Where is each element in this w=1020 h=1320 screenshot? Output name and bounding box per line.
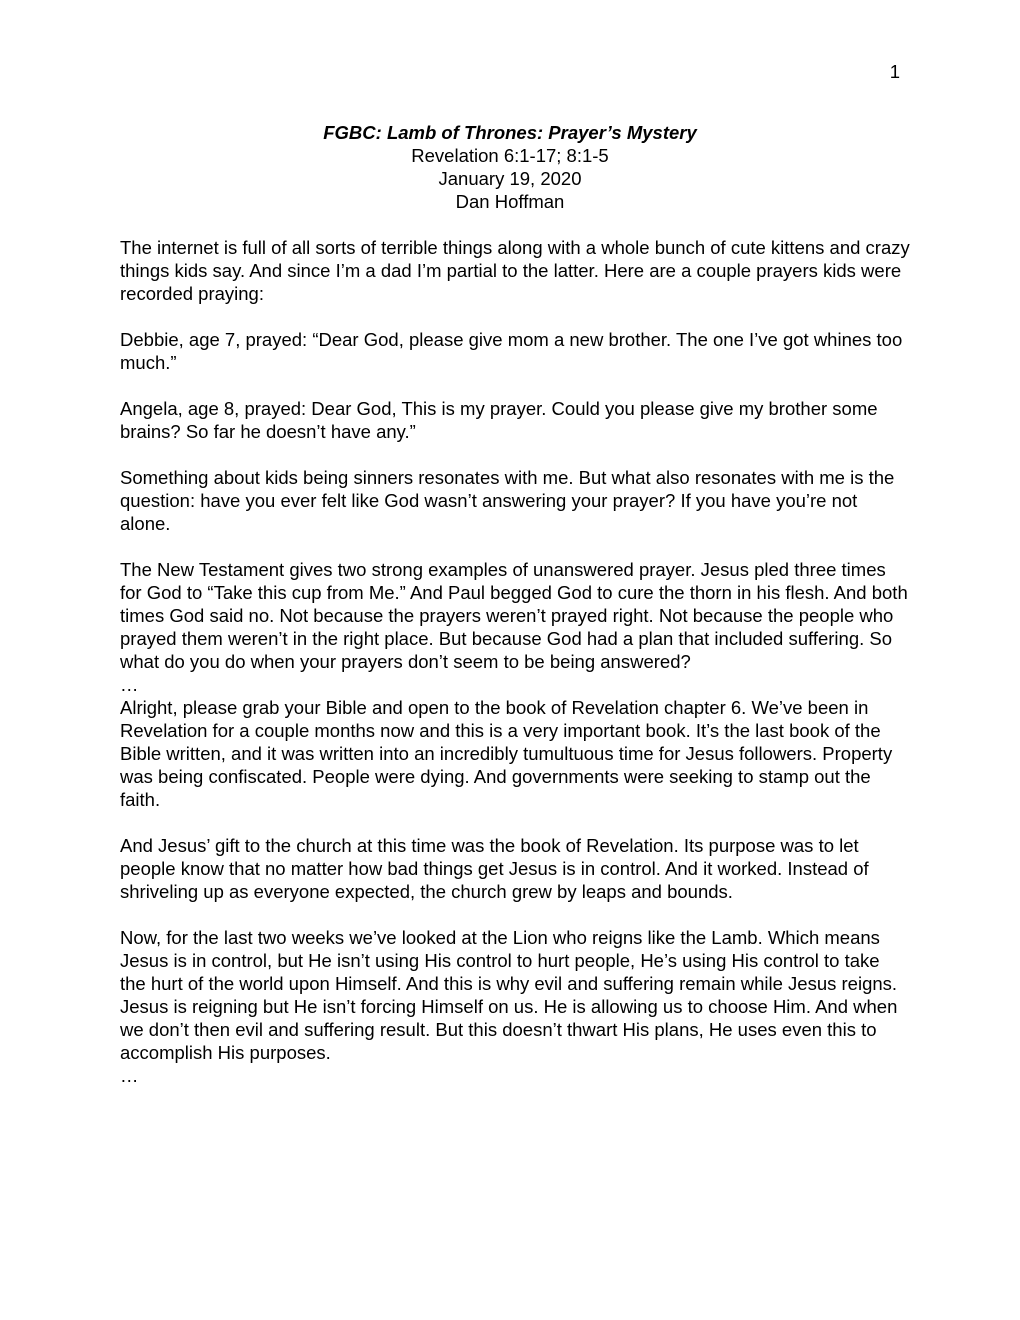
paragraph-lion-lamb: Now, for the last two weeks we’ve looked at the Lion who reigns like the Lamb. Which means Jesus is in control, but He isn’t using His control to hurt people, He’s using His control to take the hurt of the world upon Himself. And this is why evil and suffering remain while Jesus reigns. Jesus is reigning but He isn’t forcing Himself on us. He is allowing us to choose Him. And when we don’t then evil and suffering result. But this doesn’t thwart His plans, He uses even this to accomplish His purposes.	[120, 927, 898, 1063]
sermon-header	[120, 121, 900, 213]
section-break-ellipsis-end: …	[120, 1065, 139, 1086]
paragraph-new-testament-examples: The New Testament gives two strong examples of unanswered prayer. Jesus pled three times for God to “Take this cup from Me.” And Paul begged God to cure the thorn in his flesh. And both times God said no. Not because the prayers weren’t prayed right. Not because the people who prayed them weren’t in the right place. But because God had a plan that included suffering. So what do you do when your prayers don’t seem to be being answered?	[120, 559, 908, 672]
paragraph-debbie-prayer: Debbie, age 7, prayed: “Dear God, please give mom a new brother. The one I’ve got whines too much.”	[120, 329, 903, 373]
sermon-body	[120, 236, 910, 1087]
paragraph-angela-prayer: Angela, age 8, prayed: Dear God, This is my prayer. Could you please give my brother some brains? So far he doesn’t have any.”	[120, 398, 878, 442]
paragraph-unanswered-question: Something about kids being sinners resonates with me. But what also resonates with me is the question: have you ever felt like God wasn’t answering your prayer? If you have you’re not alone.	[120, 467, 895, 534]
sermon-date: January 19, 2020	[438, 168, 582, 189]
paragraph-revelation-intro: Alright, please grab your Bible and open to the book of Revelation chapter 6. We’ve been in Revelation for a couple months now and this is a very important book. It’s the last book of the Bible written, and it was written into an incredibly tumultuous time for Jesus followers. Property was being confiscated. People were dying. And governments were seeking to stamp out the faith.	[120, 697, 893, 810]
sermon-title: FGBC: Lamb of Thrones: Prayer’s Mystery	[323, 122, 697, 143]
section-break-ellipsis: …	[120, 674, 139, 695]
scripture-reference: Revelation 6:1-17; 8:1-5	[411, 145, 609, 166]
paragraph-intro: The internet is full of all sorts of terrible things along with a whole bunch of cute kittens and crazy things kids say. And since I’m a dad I’m partial to the latter. Here are a couple prayers kids were recorded praying:	[120, 237, 910, 304]
paragraph-gift-to-church: And Jesus’ gift to the church at this time was the book of Revelation. Its purpose was to let people know that no matter how bad things get Jesus is in control. And it worked. Instead of shriveling up as everyone expected, the church grew by leaps and bounds.	[120, 835, 869, 902]
author-name: Dan Hoffman	[455, 191, 565, 212]
page-number: 1	[889, 61, 900, 82]
